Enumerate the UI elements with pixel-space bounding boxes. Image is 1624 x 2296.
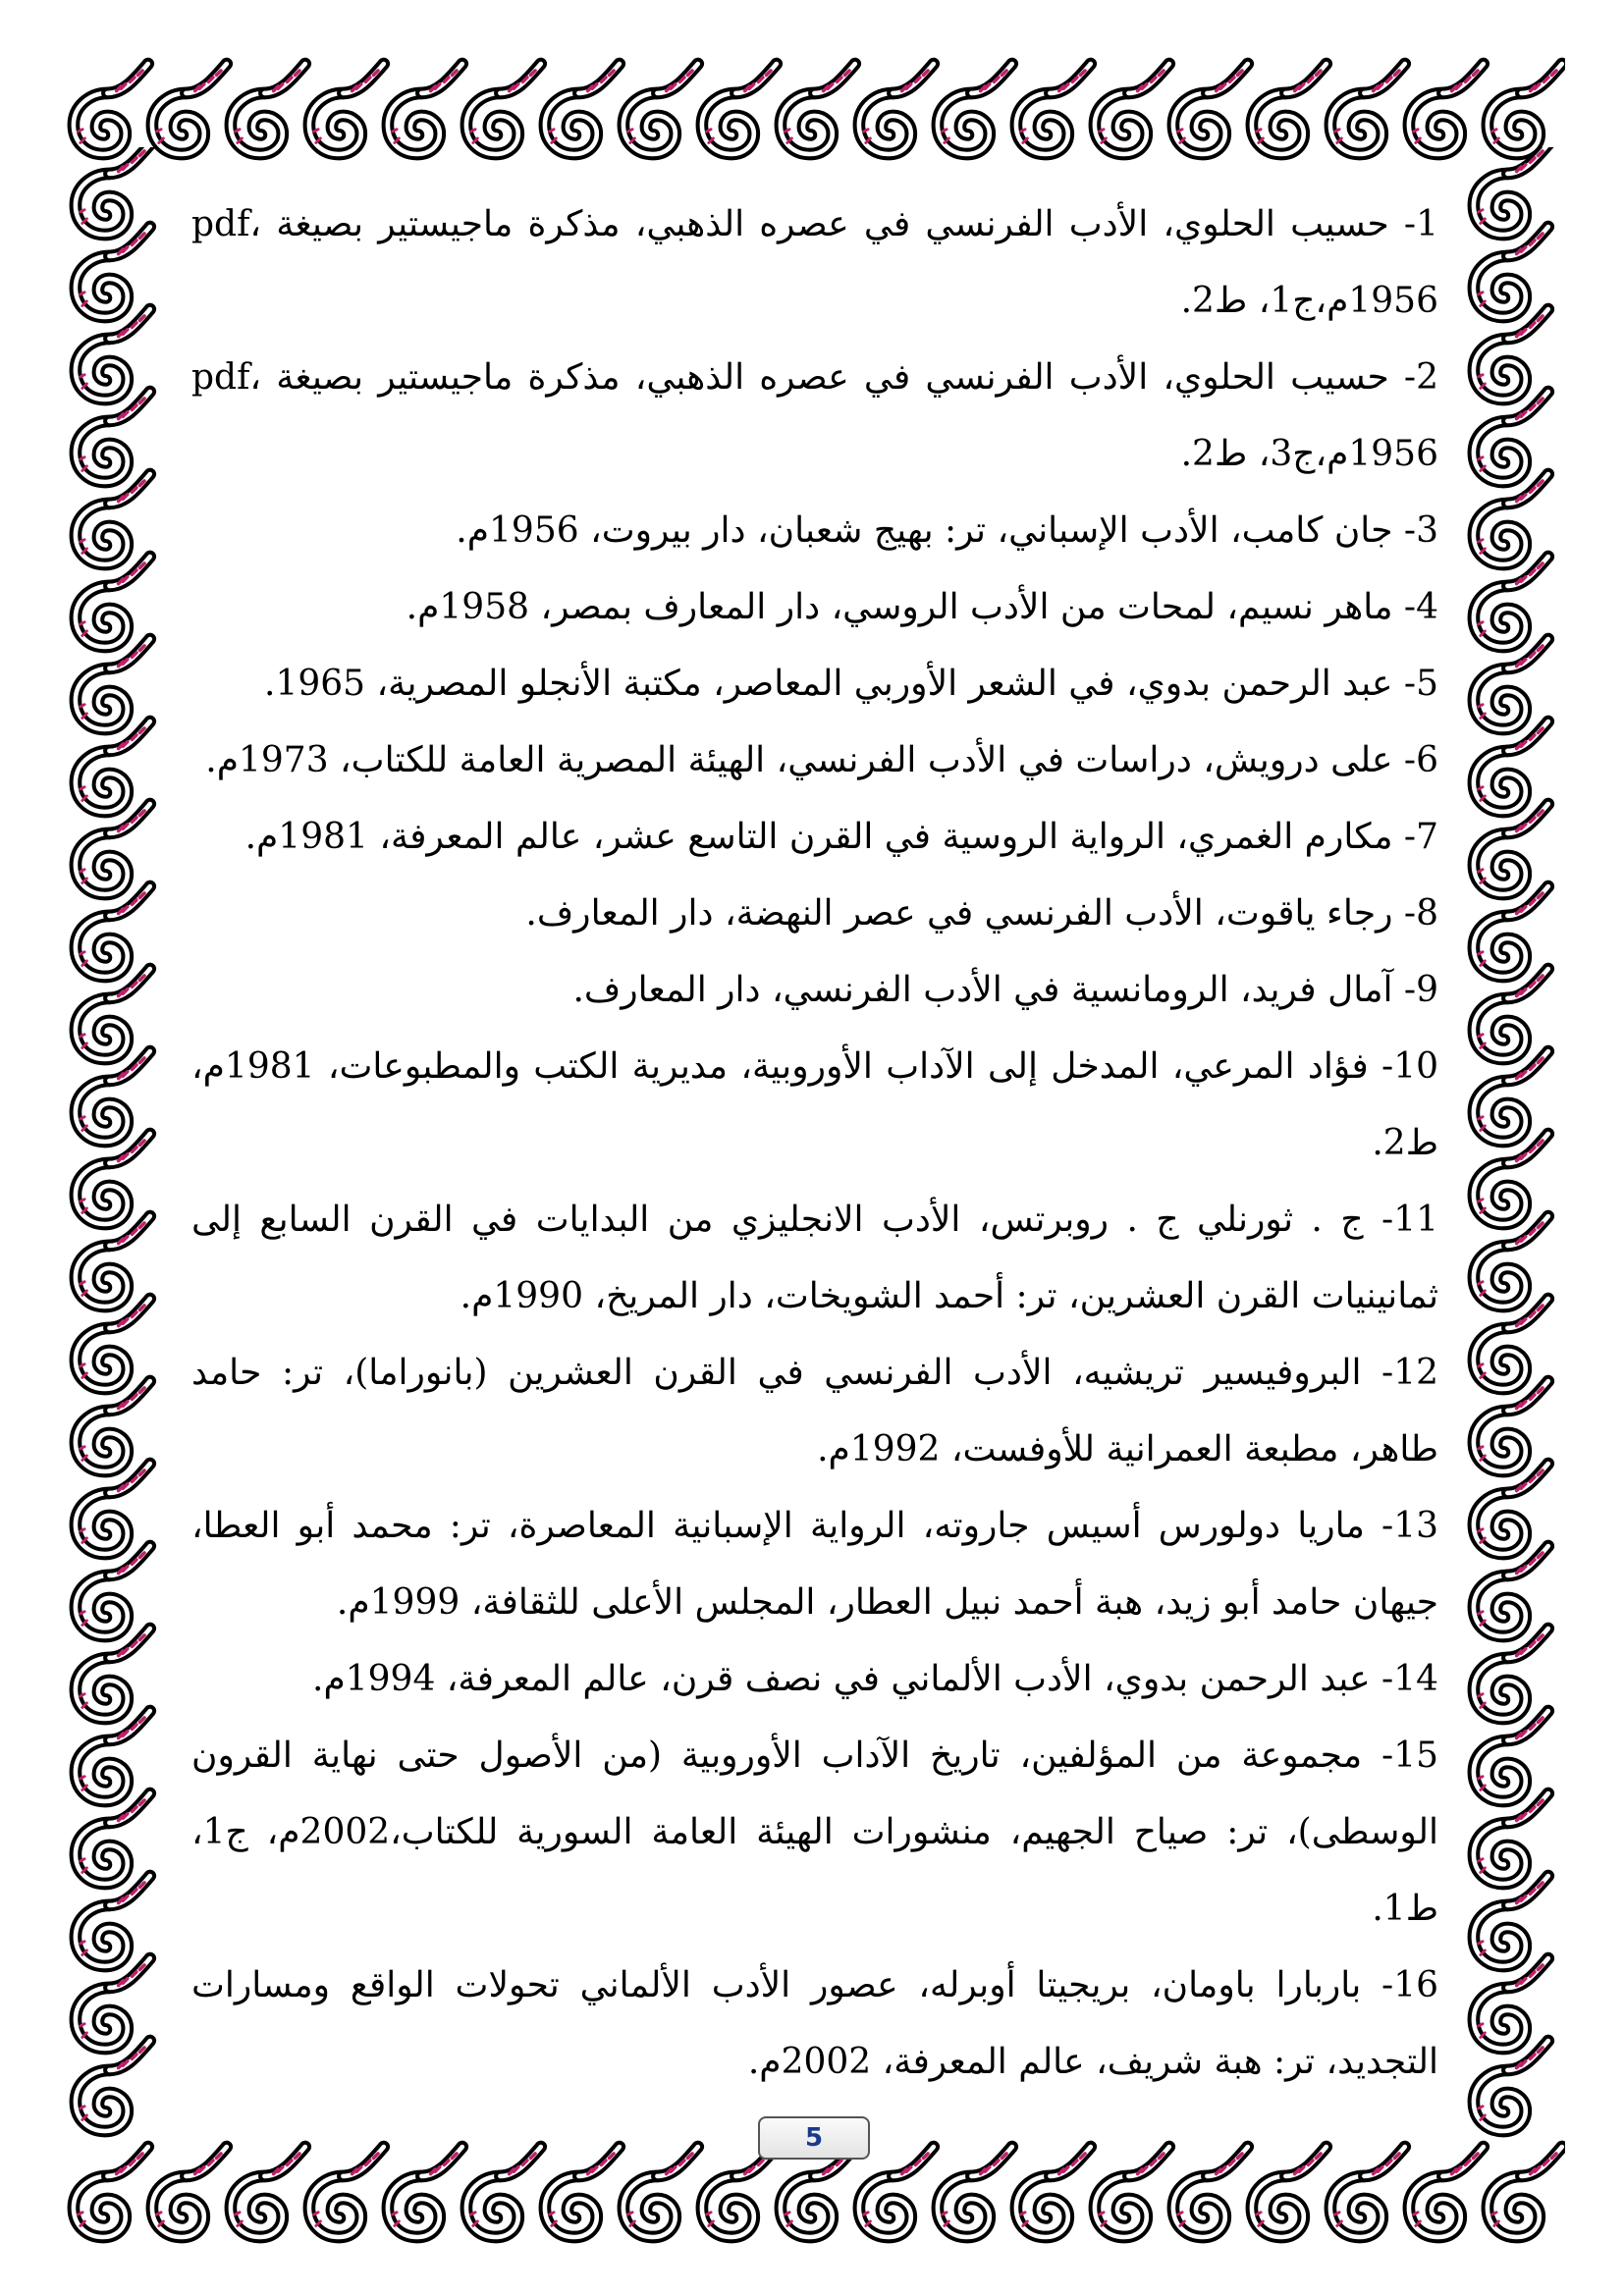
spiral-ornament-icon (76, 557, 150, 647)
spiral-ornament-icon (74, 64, 148, 154)
spiral-ornament-icon (76, 1134, 150, 1224)
spiral-ornament-icon (76, 227, 150, 317)
spiral-ornament-icon (1474, 1299, 1548, 1389)
spiral-ornament-icon (623, 64, 698, 154)
top-border (59, 57, 1565, 165)
spiral-ornament-icon (76, 1711, 150, 1801)
reference-item: 10- فؤاد المرعي، المدخل إلى الآداب الأوروبية، مديرية الكتب والمطبوعات، 1981م، ط2. (191, 1046, 1438, 1163)
spiral-ornament-icon (1095, 64, 1169, 154)
spiral-ornament-icon (1474, 639, 1548, 729)
reference-item: 1- حسيب الحلوي، الأدب الفرنسي في عصره الذهبي، مذكرة ماجيستير بصيغة pdf، 1956م،ج1، ط2. (191, 204, 1438, 321)
spiral-ornament-icon (938, 64, 1012, 154)
references-list (191, 187, 1438, 2101)
spiral-ornament-icon (1474, 1546, 1548, 1636)
spiral-ornament-icon (545, 2147, 620, 2237)
spiral-ornament-icon (76, 1546, 150, 1636)
spiral-ornament-icon (76, 1216, 150, 1307)
spiral-ornament-icon (1488, 2147, 1562, 2237)
spiral-ornament-icon (1474, 1958, 1548, 2049)
spiral-ornament-icon (702, 2147, 777, 2237)
spiral-ornament-icon (859, 2147, 934, 2237)
spiral-ornament-icon (309, 2147, 384, 2237)
spiral-ornament-icon (1016, 64, 1091, 154)
spiral-ornament-icon (1474, 1051, 1548, 1142)
spiral-ornament-icon (1474, 309, 1548, 400)
spiral-ornament-icon (1474, 392, 1548, 482)
spiral-ornament-icon (76, 1299, 150, 1389)
spiral-ornament-icon (1474, 1464, 1548, 1554)
spiral-ornament-icon (76, 1793, 150, 1884)
spiral-ornament-icon (76, 1051, 150, 1142)
spiral-ornament-icon (781, 64, 855, 154)
spiral-ornament-icon (702, 64, 777, 154)
spiral-ornament-icon (152, 64, 227, 154)
spiral-ornament-icon (388, 64, 462, 154)
spiral-ornament-icon (1330, 64, 1405, 154)
spiral-ornament-icon (76, 1381, 150, 1471)
left-border (59, 147, 167, 2150)
spiral-ornament-icon (1474, 1381, 1548, 1471)
reference-item: 7- مكارم الغمري، الرواية الروسية في القرن التاسع عشر، عالم المعرفة، 1981م. (244, 817, 1438, 857)
spiral-ornament-icon (1474, 227, 1548, 317)
spiral-ornament-icon (1173, 64, 1248, 154)
reference-item: 12- البروفيسير تريشيه، الأدب الفرنسي في القرن العشرين (بانوراما)، تر: حامد طاهر، مطبعة العمرانية للأوفست، 1992م. (191, 1353, 1438, 1469)
spiral-ornament-icon (1474, 474, 1548, 564)
spiral-ornament-icon (1474, 1711, 1548, 1801)
spiral-ornament-icon (76, 1629, 150, 1719)
spiral-ornament-icon (1095, 2147, 1169, 2237)
spiral-ornament-icon (466, 64, 541, 154)
reference-item: 8- رجاء ياقوت، الأدب الفرنسي في عصر النهضة، دار المعارف. (525, 893, 1438, 934)
spiral-ornament-icon (859, 64, 934, 154)
spiral-ornament-icon (76, 392, 150, 482)
spiral-ornament-icon (1173, 2147, 1248, 2237)
spiral-ornament-icon (231, 2147, 305, 2237)
reference-item: 6- على درويش، دراسات في الأدب الفرنسي، الهيئة المصرية العامة للكتاب، 1973م. (205, 740, 1438, 780)
reference-item: 2- حسيب الحلوي، الأدب الفرنسي في عصره الذهبي، مذكرة ماجيستير بصيغة pdf، 1956م،ج3، ط2. (191, 357, 1438, 474)
spiral-ornament-icon (545, 64, 620, 154)
reference-item: 5- عبد الرحمن بدوي، في الشعر الأوربي المعاصر، مكتبة الأنجلو المصرية، 1965. (264, 664, 1438, 704)
spiral-ornament-icon (1474, 557, 1548, 647)
spiral-ornament-icon (623, 2147, 698, 2237)
reference-item: 13- ماريا دولورس أسيس جاروته، الرواية الإسبانية المعاصرة، تر: محمد أبو العطا، جيهان حامد أبو زيد، هبة أحمد نبيل العطار، المجلس الأعلى للثقافة، 1999م. (191, 1506, 1438, 1623)
reference-item: 16- باربارا باومان، بريجيتا أوبرله، عصور الأدب الألماني تحولات الواقع ومسارات التجديد، تر: هبة شريف، عالم المعرفة، 2002م. (191, 1965, 1438, 2082)
spiral-ornament-icon (1474, 147, 1548, 235)
spiral-ornament-icon (1409, 2147, 1484, 2237)
spiral-ornament-icon (74, 2147, 148, 2237)
reference-item: 15- مجموعة من المؤلفين، تاريخ الآداب الأوروبية (من الأصول حتى نهاية القرون الوسطى)، تر: صياح الجهيم، منشورات الهيئة العامة السورية للكتاب،2002م، ج1، ط1. (191, 1735, 1438, 1929)
right-border (1457, 147, 1565, 2150)
spiral-ornament-icon (1488, 64, 1562, 154)
spiral-ornament-icon (76, 147, 150, 235)
spiral-ornament-icon (1474, 1629, 1548, 1719)
spiral-ornament-icon (1474, 2041, 1548, 2131)
spiral-ornament-icon (1252, 64, 1326, 154)
spiral-ornament-icon (76, 969, 150, 1059)
spiral-ornament-icon (1252, 2147, 1326, 2237)
reference-item: 9- آمال فريد، الرومانسية في الأدب الفرنسي، دار المعارف. (572, 970, 1438, 1010)
page-number: 5 (758, 2116, 870, 2160)
spiral-ornament-icon (309, 64, 384, 154)
spiral-ornament-icon (1016, 2147, 1091, 2237)
spiral-ornament-icon (152, 2147, 227, 2237)
reference-item: 4- ماهر نسيم، لمحات من الأدب الروسي، دار المعارف بمصر، 1958م. (406, 587, 1438, 627)
reference-item: 3- جان كامب، الأدب الإسباني، تر: بهيج شعبان، دار بيروت، 1956م. (456, 510, 1438, 551)
spiral-ornament-icon (76, 474, 150, 564)
spiral-ornament-icon (76, 886, 150, 977)
spiral-ornament-icon (1474, 1793, 1548, 1884)
spiral-ornament-icon (76, 2041, 150, 2131)
reference-item: 11- ج . ثورنلي ج . روبرتس، الأدب الانجليزي من البدايات في القرن السابع إلى ثمانينيات القرن العشرين، تر: أحمد الشويخات، دار المريخ، 1990م. (191, 1200, 1438, 1316)
spiral-ornament-icon (1474, 1876, 1548, 1966)
spiral-ornament-icon (76, 1876, 150, 1966)
spiral-ornament-icon (231, 64, 305, 154)
spiral-ornament-icon (1474, 1216, 1548, 1307)
spiral-ornament-icon (76, 721, 150, 812)
spiral-ornament-icon (76, 309, 150, 400)
spiral-ornament-icon (76, 639, 150, 729)
spiral-ornament-icon (1474, 804, 1548, 894)
spiral-ornament-icon (76, 1958, 150, 2049)
spiral-ornament-icon (781, 2147, 855, 2237)
spiral-ornament-icon (466, 2147, 541, 2237)
spiral-ornament-icon (938, 2147, 1012, 2237)
reference-item: 14- عبد الرحمن بدوي، الأدب الألماني في نصف قرن، عالم المعرفة، 1994م. (312, 1659, 1438, 1699)
spiral-ornament-icon (388, 2147, 462, 2237)
spiral-ornament-icon (1474, 969, 1548, 1059)
spiral-ornament-icon (1474, 1134, 1548, 1224)
spiral-ornament-icon (76, 804, 150, 894)
spiral-ornament-icon (1474, 886, 1548, 977)
spiral-ornament-icon (1474, 721, 1548, 812)
spiral-ornament-icon (1409, 64, 1484, 154)
spiral-ornament-icon (1330, 2147, 1405, 2237)
spiral-ornament-icon (76, 1464, 150, 1554)
